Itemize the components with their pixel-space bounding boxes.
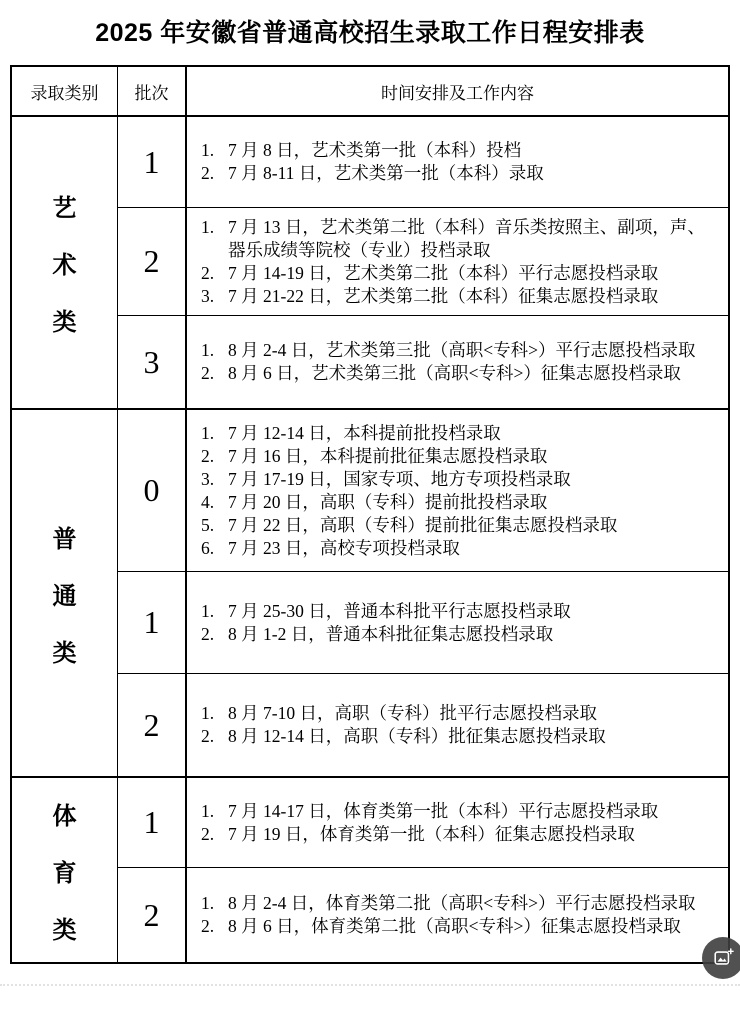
schedule-cell (187, 208, 728, 315)
table-row (118, 868, 728, 962)
table-row (118, 778, 728, 868)
header-cell-content: 时间安排及工作内容 (381, 83, 534, 103)
batch-number: 1 (118, 117, 187, 207)
schedule-cell (187, 778, 728, 867)
item-text: 8 月 12-14 日，高职（专科）批征集志愿投档录取 (228, 726, 606, 746)
category-char: 体 (52, 803, 77, 830)
item-text: 8 月 6 日，艺术类第三批（高职<专科>）征集志愿投档录取 (228, 363, 681, 383)
item-text: 8 月 1-2 日，普通本科批征集志愿投档录取 (228, 623, 554, 644)
item-number: 6. (201, 537, 215, 558)
page-title: 2025 年安徽省普通高校招生录取工作日程安排表 (95, 19, 645, 47)
category-label-general (12, 410, 118, 776)
schedule-item (201, 285, 720, 308)
item-text: 7 月 17-19 日，国家专项、地方专项投档录取 (228, 468, 571, 489)
schedule-cell (187, 674, 728, 776)
item-text: 7 月 8-11 日，艺术类第一批（本科）录取 (228, 163, 544, 183)
category-char: 艺 (52, 196, 77, 222)
batch-number: 2 (118, 868, 187, 962)
schedule-item (201, 491, 720, 514)
table-row (118, 117, 728, 208)
item-text: 7 月 8 日，艺术类第一批（本科）投档 (228, 140, 522, 160)
item-text: 8 月 7-10 日，高职（专科）批平行志愿投档录取 (228, 703, 597, 723)
category-char: 术 (52, 253, 77, 279)
item-number: 5. (201, 514, 215, 535)
item-number: 2. (201, 363, 215, 383)
batch-number: 2 (118, 208, 187, 315)
batch-number: 1 (118, 572, 187, 673)
schedule-cell (187, 410, 728, 571)
schedule-item (201, 216, 720, 262)
item-number: 2. (201, 262, 215, 283)
table-row (118, 208, 728, 316)
item-number: 1. (201, 340, 215, 360)
item-number: 2. (201, 726, 215, 746)
schedule-item (201, 600, 720, 623)
item-number: 1. (201, 216, 215, 237)
header-cell-batch: 批次 (118, 67, 187, 115)
item-number: 2. (201, 445, 215, 466)
item-text: 7 月 12-14 日，本科提前批投档录取 (228, 422, 501, 443)
item-number: 2. (201, 916, 215, 936)
item-number: 1. (201, 422, 215, 443)
section-general (12, 410, 728, 778)
schedule-item (201, 468, 720, 491)
schedule-cell (187, 316, 728, 408)
item-number: 1. (201, 140, 215, 160)
item-text: 7 月 23 日，高校专项投档录取 (228, 537, 460, 558)
category-char: 育 (52, 860, 77, 887)
category-char: 类 (52, 917, 77, 944)
schedule-item (201, 623, 720, 646)
item-number: 1. (201, 893, 215, 913)
batch-number: 3 (118, 316, 187, 408)
item-text: 8 月 2-4 日，体育类第二批（高职<专科>）平行志愿投档录取 (228, 893, 696, 913)
schedule-item (201, 823, 720, 846)
item-text: 7 月 21-22 日，艺术类第二批（本科）征集志愿投档录取 (228, 285, 659, 306)
schedule-table (10, 65, 730, 964)
section-sports (12, 778, 728, 962)
item-number: 2. (201, 823, 215, 844)
item-number: 1. (201, 703, 215, 723)
category-label-art (12, 117, 118, 408)
item-text: 7 月 16 日，本科提前批征集志愿投档录取 (228, 445, 548, 466)
item-text: 7 月 25-30 日，普通本科批平行志愿投档录取 (228, 600, 571, 621)
add-image-button[interactable] (702, 937, 740, 979)
batch-number: 1 (118, 778, 187, 867)
item-text: 8 月 2-4 日，艺术类第三批（高职<专科>）平行志愿投档录取 (228, 340, 696, 360)
schedule-cell (187, 117, 728, 207)
schedule-item (201, 537, 720, 560)
category-label-sports (12, 778, 118, 962)
item-text: 7 月 22 日，高职（专科）提前批征集志愿投档录取 (228, 514, 618, 535)
schedule-item (201, 445, 720, 468)
schedule-item (201, 892, 720, 915)
table-header-row (12, 67, 728, 117)
item-number: 4. (201, 491, 215, 512)
item-number: 2. (201, 623, 215, 644)
category-char: 通 (52, 583, 77, 610)
add-image-icon (712, 947, 734, 969)
schedule-item (201, 800, 720, 823)
section-art (12, 117, 728, 410)
header-cell-category: 录取类别 (12, 67, 118, 115)
table-row (118, 674, 728, 776)
category-char: 类 (52, 640, 77, 667)
item-number: 1. (201, 800, 215, 821)
item-text: 7 月 13 日，艺术类第二批（本科）音乐类按照主、副项，声、器乐成绩等院校（专业）投档录取 (228, 216, 705, 260)
item-text: 8 月 6 日，体育类第二批（高职<专科>）征集志愿投档录取 (228, 916, 681, 936)
category-char: 类 (52, 310, 77, 336)
schedule-item (201, 915, 720, 938)
schedule-item (201, 702, 720, 725)
category-char: 普 (52, 526, 77, 553)
schedule-item (201, 139, 720, 162)
schedule-item (201, 262, 720, 285)
schedule-item (201, 162, 720, 185)
item-text: 7 月 20 日，高职（专科）提前批投档录取 (228, 491, 548, 512)
page-separator (0, 984, 740, 986)
item-number: 3. (201, 285, 215, 306)
table-row (118, 410, 728, 572)
schedule-item (201, 422, 720, 445)
schedule-cell (187, 572, 728, 673)
schedule-item (201, 362, 720, 385)
item-text: 7 月 14-17 日，体育类第一批（本科）平行志愿投档录取 (228, 800, 659, 821)
item-text: 7 月 14-19 日，艺术类第二批（本科）平行志愿投档录取 (228, 262, 659, 283)
batch-number: 0 (118, 410, 187, 571)
item-number: 1. (201, 600, 215, 621)
batch-number: 2 (118, 674, 187, 776)
item-text: 7 月 19 日，体育类第一批（本科）征集志愿投档录取 (228, 823, 635, 844)
item-number: 2. (201, 163, 215, 183)
schedule-cell (187, 868, 728, 962)
item-number: 3. (201, 468, 215, 489)
schedule-item (201, 514, 720, 537)
schedule-item (201, 339, 720, 362)
table-row (118, 316, 728, 408)
table-row (118, 572, 728, 674)
schedule-item (201, 725, 720, 748)
